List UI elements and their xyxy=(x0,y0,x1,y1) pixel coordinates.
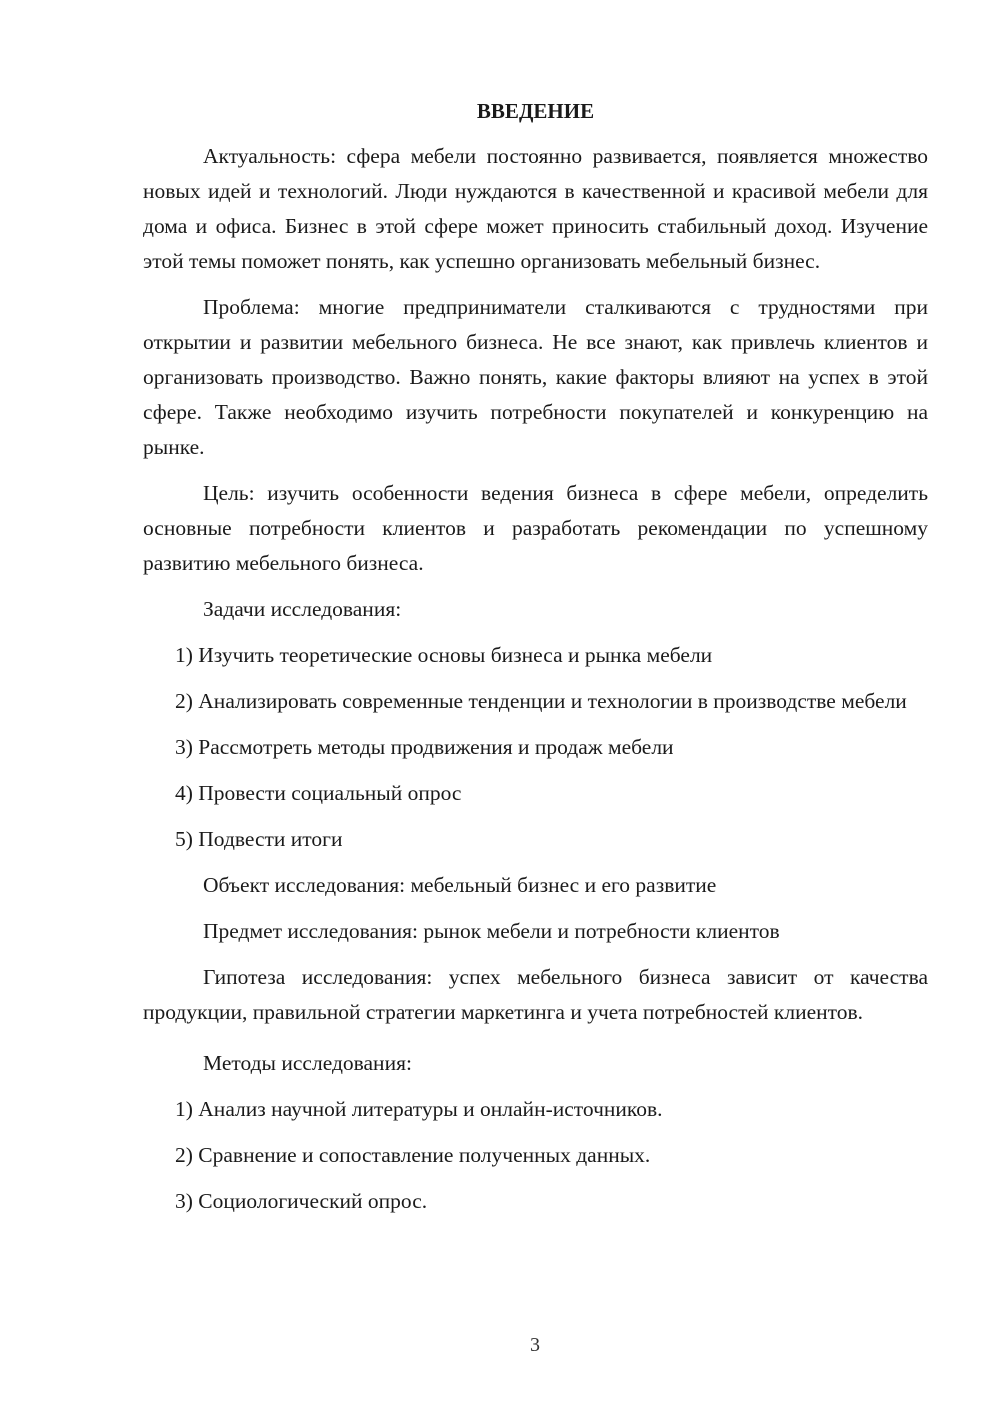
paragraph-problem: Проблема: многие предприниматели сталкиваются с трудностями при открытии и развитии мебельного бизнеса. Не все знают, как привлечь клиентов и организовать производство. Важно понять, какие факторы влияют на успех в этой сфере. Также необходимо изучить потребности покупателей и конкуренцию на рынке. xyxy=(143,295,928,459)
method-item: 1) Анализ научной литературы и онлайн-источников. xyxy=(175,1097,663,1121)
paragraph-goal: Цель: изучить особенности ведения бизнеса в сфере мебели, определить основные потребности клиентов и разработать рекомендации по успешному развитию мебельного бизнеса. xyxy=(143,481,928,575)
method-item: 2) Сравнение и сопоставление полученных данных. xyxy=(175,1143,651,1167)
paragraph-hypothesis: Гипотеза исследования: успех мебельного бизнеса зависит от качества продукции, правильной стратегии маркетинга и учета потребностей клиентов. xyxy=(143,965,928,1024)
paragraph-object: Объект исследования: мебельный бизнес и его развитие xyxy=(203,873,717,897)
task-item: 4) Провести социальный опрос xyxy=(175,781,462,805)
task-item: 1) Изучить теоретические основы бизнеса и рынка мебели xyxy=(175,643,713,667)
section-heading: ВВЕДЕНИЕ xyxy=(476,99,595,123)
paragraph-relevance: Актуальность: сфера мебели постоянно развивается, появляется множество новых идей и технологий. Люди нуждаются в качественной и красивой мебели для дома и офиса. Бизнес в этой сфере может приносить стабильный доход. Изучение этой темы поможет понять, как успешно организовать мебельный бизнес. xyxy=(143,144,928,273)
task-item: 3) Рассмотреть методы продвижения и продаж мебели xyxy=(175,735,674,759)
page-number: 3 xyxy=(530,1334,540,1356)
paragraph-subject: Предмет исследования: рынок мебели и потребности клиентов xyxy=(203,919,780,943)
task-item: 2) Анализировать современные тенденции и технологии в производстве мебели xyxy=(175,689,907,713)
tasks-heading: Задачи исследования: xyxy=(203,597,402,621)
task-item: 5) Подвести итоги xyxy=(175,827,343,851)
method-item: 3) Социологический опрос. xyxy=(175,1189,428,1213)
methods-heading: Методы исследования: xyxy=(203,1051,412,1075)
page-content xyxy=(143,94,928,1230)
